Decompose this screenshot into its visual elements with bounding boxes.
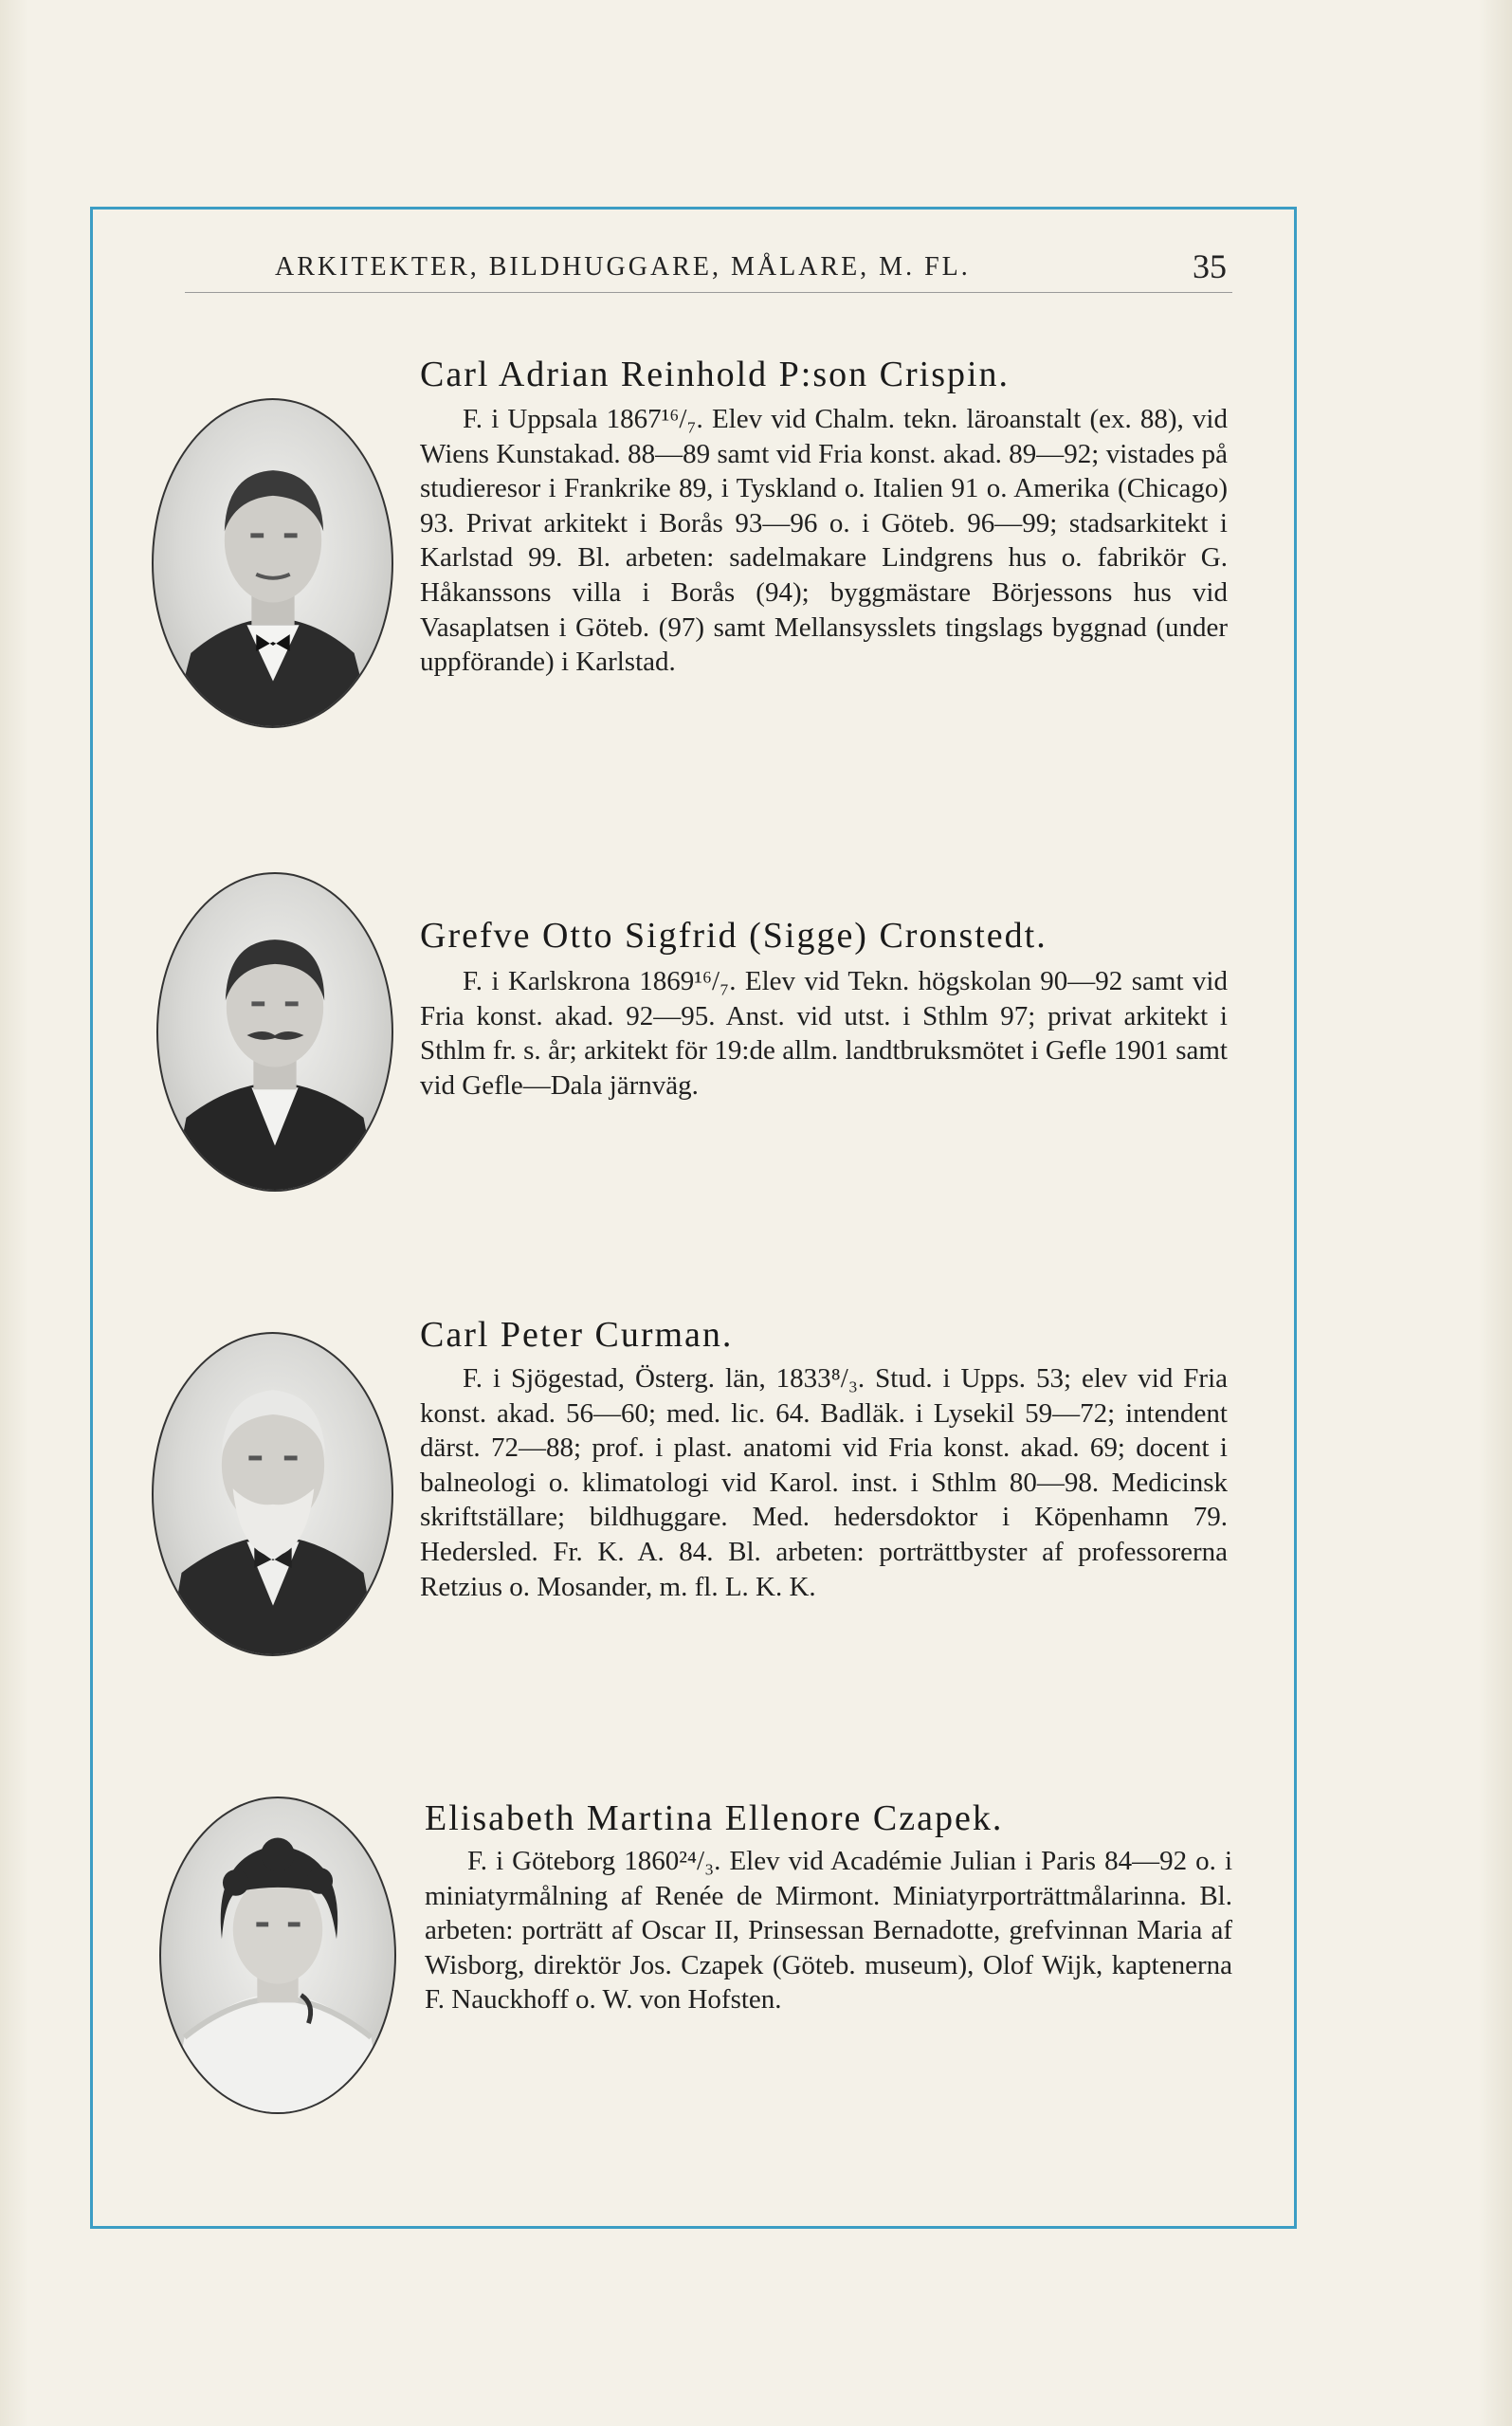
entry-name: Elisabeth Martina Ellenore Czapek. <box>425 1798 1004 1838</box>
portrait-czapek <box>159 1797 396 2114</box>
entry-bio: F. i Sjögestad, Österg. län, 1833⁸/₃. Stud. i Upps. 53; elev vid Fria konst. akad. 56—60; med. lic. 64. Badläk. i Lysekil 59—72; intendent därst. 72—88; prof. i plast. anatomi vid Fria konst. akad. 69; docent i balneologi o. klimatologi vid Karol. inst. i Sthlm 80—98. Medicinsk skriftställare; bildhuggare. Med. hedersdoktor i Köpenhamn 79. Hedersled. Fr. K. A. 84. Bl. arbeten: porträttbyster af professorerna Retzius o. Mosander, m. fl. L. K. K. <box>420 1363 1228 1602</box>
page-number: 35 <box>1193 247 1227 285</box>
portrait-man-icon <box>154 1334 392 1654</box>
portrait-woman-icon <box>161 1798 394 2112</box>
portrait-crispin <box>152 398 393 728</box>
running-header <box>185 235 1232 293</box>
header-title: ARKITEKTER, BILDHUGGARE, MÅLARE, M. FL. <box>275 252 971 282</box>
portrait-man-icon <box>158 874 392 1190</box>
entry-bio: F. i Uppsala 1867¹⁶/₇. Elev vid Chalm. tekn. läroanstalt (ex. 88), vid Wiens Kunstakad. 88—89 samt vid Fria konst. akad. 89—92; vistades på studieresor i Frankrike 89, i Tyskland o. Italien 91 o. Amerika (Chicago) 93. Privat arkitekt i Borås 93—96 o. i Göteb. 96—99; stadsarkitekt i Karlstad 99. Bl. arbeten: sadelmakare Lindgrens hus o. fabrikör G. Håkanssons villa i Borås (94); byggmästare Börjessons hus vid Vasaplatsen i Göteb. (97) samt Mellansysslets tingslags byggnad (under uppförande) i Karlstad. <box>420 404 1228 678</box>
entry-bio: F. i Karlskrona 1869¹⁶/₇. Elev vid Tekn. högskolan 90—92 samt vid Fria konst. akad. 92—95. Anst. vid utst. i Sthlm 97; privat arkitekt i Sthlm fr. s. år; arkitekt för 19:de allm. landtbruksmötet i Gefle 1901 samt vid Gefle—Dala järnväg. <box>420 966 1228 1101</box>
entry-bio: F. i Göteborg 1860²⁴/₃. Elev vid Académie Julian i Paris 84—92 o. i miniatyrmålning af Renée de Mirmont. Miniatyrporträttmålarinna. Bl. arbeten: porträtt af Oscar II, Prinsessan Bernadotte, grefvinnan Maria af Wisborg, direktör Jos. Czapek (Göteb. museum), Olof Wijk, kaptenerna F. Nauckhoff o. W. von Hofsten. <box>425 1846 1232 2016</box>
portrait-curman <box>152 1332 393 1656</box>
portrait-man-icon <box>154 400 392 726</box>
entry-name: Carl Peter Curman. <box>420 1315 734 1355</box>
entry-name: Grefve Otto Sigfrid (Sigge) Cronstedt. <box>420 916 1047 956</box>
entry-name: Carl Adrian Reinhold P:son Crispin. <box>420 355 1011 394</box>
portrait-cronstedt <box>156 872 393 1192</box>
